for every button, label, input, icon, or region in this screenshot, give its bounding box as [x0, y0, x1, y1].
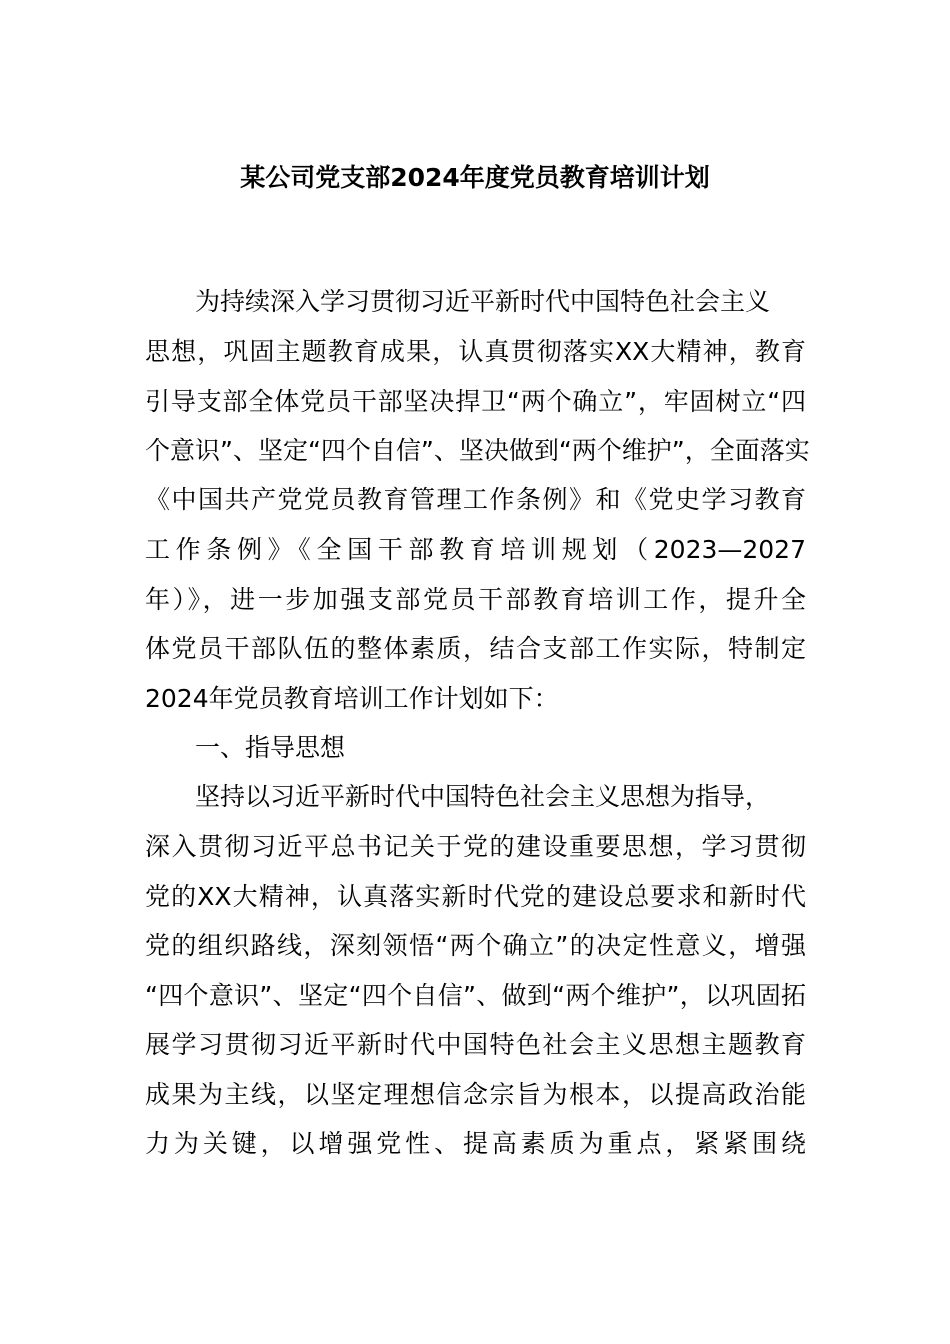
section1-line-3: 党的XX大精神，认真落实新时代党的建设总要求和新时代 [145, 882, 806, 911]
intro-line-7: 年）》，进一步加强支部党员干部教育培训工作，提升全 [145, 585, 806, 614]
section1-line-8: 力为关键，以增强党性、提高素质为重点，紧紧围绕 [145, 1129, 806, 1158]
section1-line-5: “四个意识”、坚定“四个自信”、做到“两个维护”，以巩固拓 [145, 981, 806, 1010]
intro-line-6: 工作条例》《全国干部教育培训规划（2023—2027 [145, 535, 806, 564]
document-title: 某公司党支部2024年度党员教育培训计划 [240, 163, 710, 192]
intro-line-9: 2024年党员教育培训工作计划如下： [145, 684, 559, 713]
section1-line-1: 坚持以习近平新时代中国特色社会主义思想为指导， [195, 782, 771, 811]
section1-line-4: 党的组织路线，深刻领悟“两个确立”的决定性意义，增强 [145, 931, 806, 960]
intro-line-8: 体党员干部队伍的整体素质，结合支部工作实际，特制定 [145, 634, 806, 663]
section1-line-2: 深入贯彻习近平总书记关于党的建设重要思想，学习贯彻 [145, 832, 806, 861]
section1-line-7: 成果为主线，以坚定理想信念宗旨为根本，以提高政治能 [145, 1080, 806, 1109]
intro-line-4: 个意识”、坚定“四个自信”、坚决做到“两个维护”，全面落实 [145, 436, 810, 465]
intro-line-2: 思想，巩固主题教育成果，认真贯彻落实XX大精神，教育 [145, 337, 806, 366]
section-heading-guiding-ideology: 一、指导思想 [195, 733, 346, 762]
intro-line-1: 为持续深入学习贯彻习近平新时代中国特色社会主义 [195, 287, 771, 316]
intro-line-5: 《中国共产党党员教育管理工作条例》和《党史学习教育 [145, 485, 806, 514]
intro-line-3: 引导支部全体党员干部坚决捍卫“两个确立”，牢固树立“四 [145, 387, 806, 416]
section1-line-6: 展学习贯彻习近平新时代中国特色社会主义思想主题教育 [145, 1030, 806, 1059]
